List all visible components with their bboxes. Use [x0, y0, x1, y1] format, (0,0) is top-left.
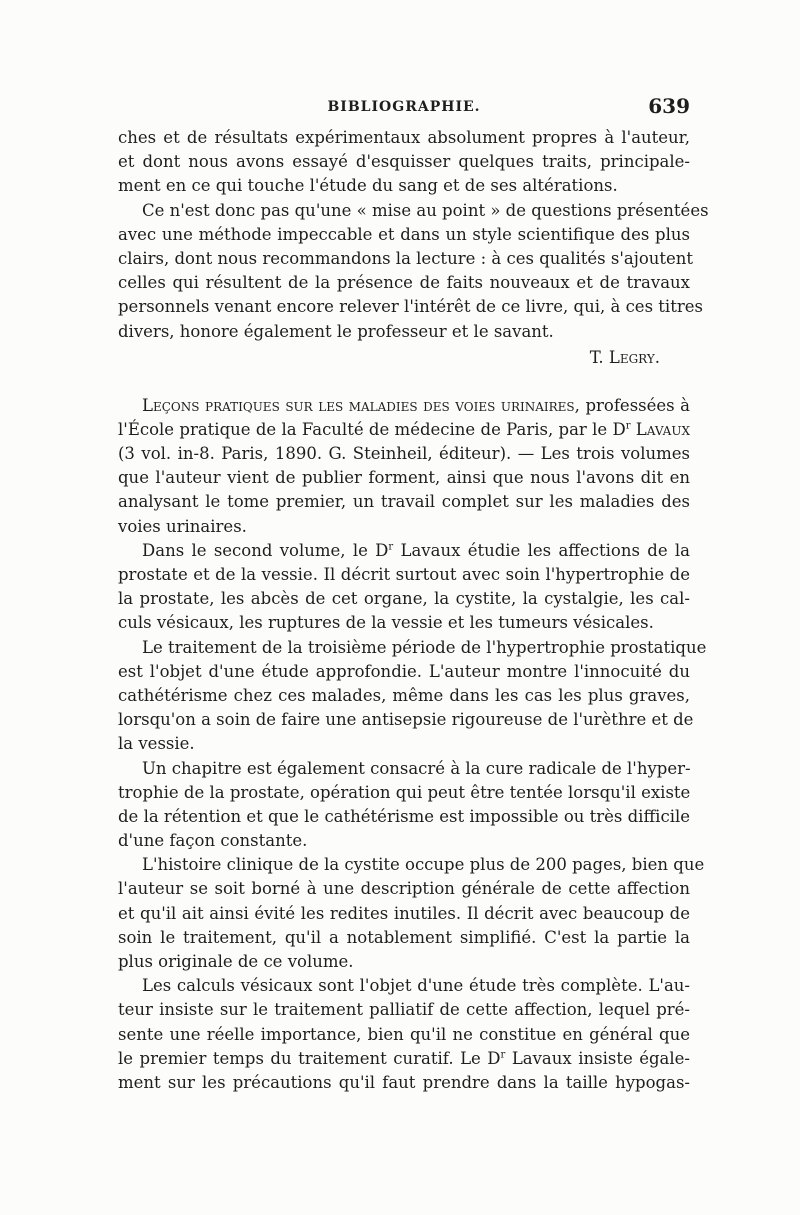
text-line: cathétérisme chez ces malades, même dans les cas les plus graves, — [118, 685, 690, 705]
page-number: 639 — [648, 94, 690, 118]
author-name: Lavaux — [630, 419, 690, 439]
paragraph-cystitis — [118, 853, 705, 974]
paragraph-treatment — [118, 636, 707, 757]
text-line: Ce n'est donc pas qu'une « mise au point » de questions présentées — [142, 200, 709, 220]
paragraph-calculi — [118, 974, 690, 1095]
text-line: que l'auteur vient de publier forment, ainsi que nous l'avons dit en — [118, 468, 690, 488]
paragraph-radical-cure — [118, 757, 690, 854]
text-line: est l'objet d'une étude approfondie. L'auteur montre l'innocuité du — [118, 661, 690, 681]
text-line: ment en ce qui touche l'étude du sang et de ses altérations. — [118, 176, 618, 196]
text-line: teur insiste sur le traitement palliatif de cette affection, lequel pré- — [118, 1000, 690, 1020]
section-gap — [118, 372, 690, 394]
superscript: r — [388, 541, 394, 553]
text-line: d'une façon constante. — [118, 831, 308, 851]
text-fragment: Dans le second volume, le D — [142, 540, 389, 560]
text-line: (3 vol. in-8. Paris, 1890. G. Steinheil, éditeur). — Les trois volumes — [118, 444, 690, 464]
text-line: lorsqu'on a soin de faire une antisepsie rigoureuse de l'urèthre et de — [118, 710, 694, 730]
text-fragment: le premier temps du traitement curatif. Le D — [118, 1048, 501, 1068]
text-line — [118, 1047, 690, 1071]
text-line: Un chapitre est également consacré à la cure radicale de l'hyper- — [142, 758, 691, 778]
paragraph-continuation — [118, 126, 690, 199]
review-signature — [118, 344, 690, 372]
text-line: soin le traitement, qu'il a notablement simplifié. C'est la partie la — [118, 927, 690, 947]
text-fragment: l'École pratique de la Faculté de médecine de Paris, par le D — [118, 419, 626, 439]
paragraph-second-volume — [118, 539, 690, 636]
signature-surname: Legry. — [608, 347, 660, 367]
text-fragment: Lavaux insiste égale- — [505, 1048, 690, 1068]
text-line: sente une réelle importance, bien qu'il ne constitue en général que — [118, 1024, 690, 1044]
text-line: prostate et de la vessie. Il décrit surtout avec soin l'hypertrophie de — [118, 565, 690, 584]
superscript: r — [500, 1049, 506, 1061]
text-line: ches et de résultats expérimentaux absolument propres à l'auteur, — [118, 128, 690, 147]
text-line: voies urinaires. — [118, 516, 247, 536]
text-fragment: Lavaux étudie les affections de la — [393, 540, 691, 560]
text-line: ment sur les précautions qu'il faut prendre dans la taille hypogas- — [118, 1072, 690, 1092]
text-line: culs vésicaux, les ruptures de la vessie et les tumeurs vésicales. — [118, 613, 654, 633]
text-line — [118, 394, 690, 418]
page-header — [118, 94, 690, 122]
text-line: Le traitement de la troisième période de l'hypertrophie prostatique — [142, 637, 707, 657]
review-title-rest: professées à — [579, 395, 690, 415]
text-line: celles qui résultent de la présence de faits nouveaux et de travaux — [118, 273, 690, 293]
body-text — [118, 126, 709, 1095]
running-title: BIBLIOGRAPHIE. — [327, 99, 481, 115]
text-line: Les calculs vésicaux sont l'objet d'une étude très complète. L'au- — [142, 976, 690, 996]
text-line: l'auteur se soit borné à une description générale de cette affection — [118, 879, 690, 899]
text-line: de la rétention et que le cathétérisme est impossible ou très difficile — [118, 806, 691, 826]
text-line: personnels venant encore relever l'intérêt de ce livre, qui, à ces titres — [118, 297, 703, 317]
review-entry — [118, 394, 690, 539]
superscript: r — [625, 420, 631, 432]
text-line: analysant le tome premier, un travail complet sur les maladies des — [118, 492, 690, 512]
text-line: la vessie. — [118, 734, 195, 754]
text-line: la prostate, les abcès de cet organe, la cystite, la cystalgie, les cal- — [118, 589, 690, 609]
text-line: divers, honore également le professeur et le savant. — [118, 321, 554, 341]
text-line: trophie de la prostate, opération qui peut être tentée lorsqu'il existe — [118, 782, 691, 802]
text-line: et qu'il ait ainsi évité les redites inutiles. Il décrit avec beaucoup de — [118, 903, 690, 923]
review-title: Leçons pratiques sur les maladies des voies urinaires, — [142, 395, 580, 415]
text-line — [118, 539, 690, 563]
text-line: plus originale de ce volume. — [118, 952, 354, 971]
text-line: avec une méthode impeccable et dans un style scientifique des plus — [118, 224, 690, 244]
signature-initial: T. — [589, 347, 609, 367]
paragraph-conclusion — [118, 199, 709, 344]
text-line: clairs, dont nous recommandons la lecture : à ces qualités s'ajoutent — [118, 248, 694, 268]
text-line: L'histoire clinique de la cystite occupe plus de 200 pages, bien que — [142, 855, 705, 875]
text-line — [118, 418, 690, 442]
text-line: et dont nous avons essayé d'esquisser quelques traits, principale- — [118, 152, 690, 172]
